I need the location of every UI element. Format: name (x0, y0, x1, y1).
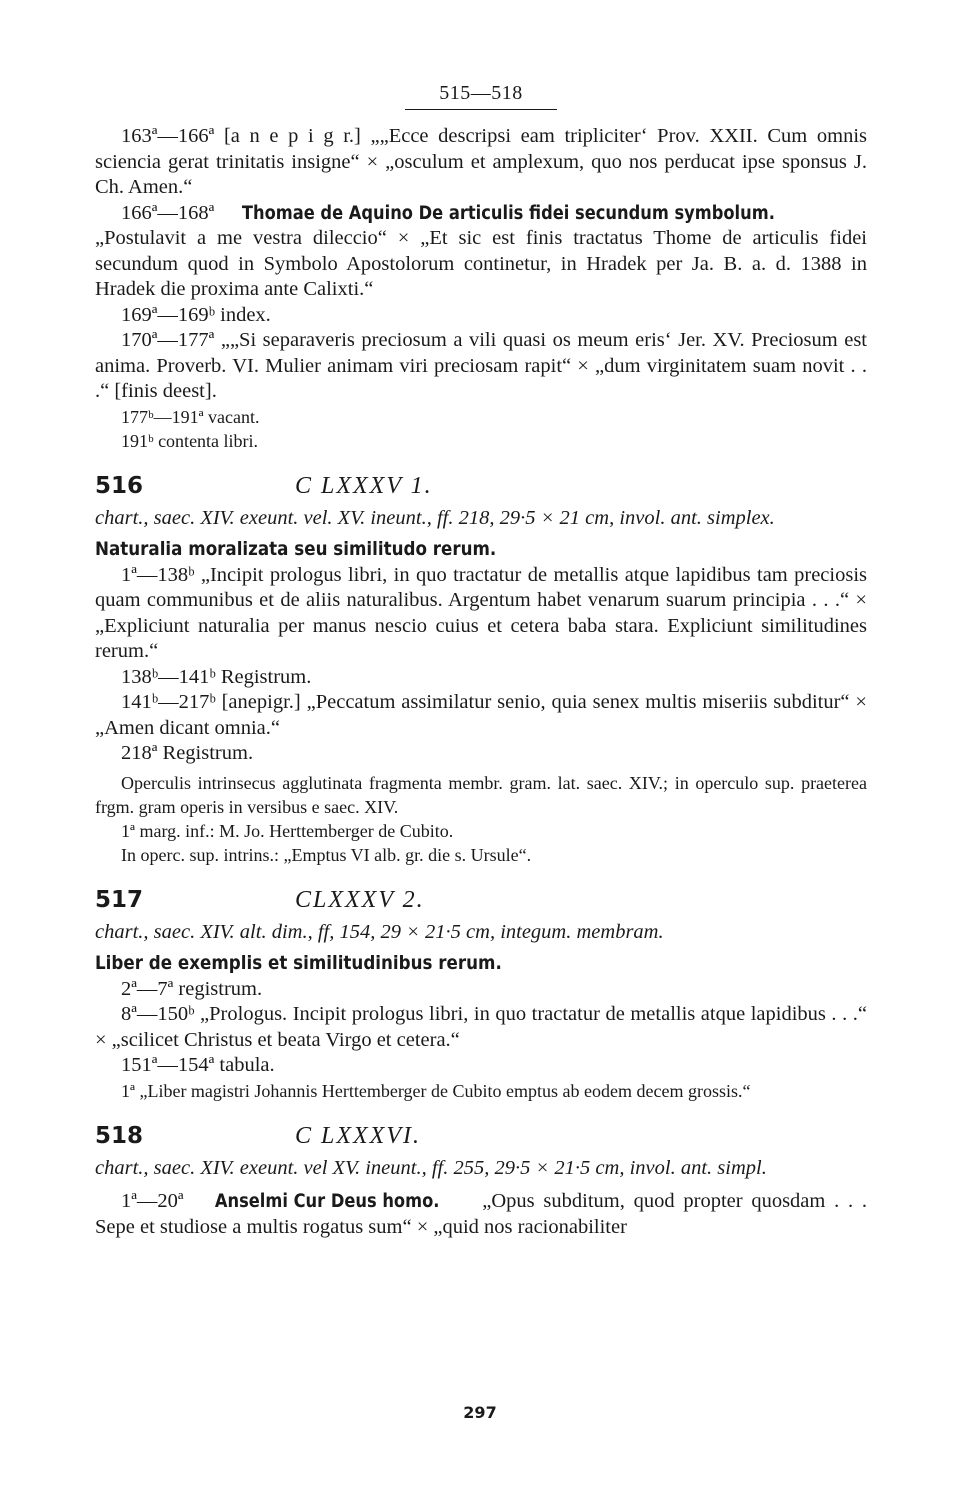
entry-paragraph: 191ᵇ contenta libri. (121, 430, 259, 451)
entry-title-line (95, 951, 867, 977)
work-title: Liber de exemplis et similitudinibus rerum. (95, 952, 502, 974)
note-paragraph: Operculis intrinsecus agglutinata fragmenta membr. gram. lat. saec. XIV.; in operculo sup. praeterea frgm. gram operis in versibus e saec. XIV. (95, 772, 867, 817)
entry-title-line (95, 537, 867, 563)
work-title: Thomae de Aquino De articulis fidei secundum symbolum. (242, 202, 776, 224)
entry-paragraph: „Postulavit a me vestra dileccio“ × „Et sic est finis tractatus Thome de articulis fidei secundum quod in Symbolo Apostolorum continetur, in Hradek per Ja. B. a. d. 1388 in Hradek die proxima ante Calixti.“ (95, 227, 867, 300)
work-title: Anselmi Cur Deus homo. (215, 1191, 440, 1212)
entry-516 (95, 473, 867, 867)
shelfmark: CLXXXV 2. (295, 886, 425, 913)
folio-range: 1ª—20ª (121, 1190, 184, 1212)
page-number: 297 (463, 1403, 497, 1422)
entry-number: 516 (95, 472, 144, 499)
entry-paragraph: 177ᵇ—191ª vacant. (121, 406, 260, 427)
note-paragraph: 1ª marg. inf.: M. Jo. Herttemberger de Cubito. (121, 820, 454, 841)
entry-paragraph: 2ª—7ª registrum. (121, 977, 263, 1000)
shelfmark: C LXXXV 1. (295, 472, 433, 499)
entry-paragraph: 218ª Registrum. (121, 742, 254, 764)
entry-paragraph (95, 1189, 867, 1240)
page-range: 515—518 (405, 82, 557, 110)
entry-paragraph (95, 201, 867, 227)
entry-paragraph: 170ª—177ª „„Si separaveris preciosum a vili quasi os meum eris‘ Jer. XV. Preciosum est anima. Proverb. VI. Mulier animam viri preciosam rapit“ × „dum virginitatem suam novit . . .“ [finis deest]. (95, 329, 867, 402)
entry-515-continuation (95, 124, 867, 453)
work-title: Naturalia moralizata seu similitudo rerum. (95, 538, 497, 560)
running-header (95, 82, 867, 110)
entry-number: 518 (95, 1122, 144, 1149)
folio-range: 166ª—168ª (121, 201, 215, 224)
entry-517 (95, 887, 867, 1103)
entry-number: 517 (95, 886, 144, 913)
catalog-page (95, 82, 867, 1240)
entry-paragraph: 1ª—138ᵇ „Incipit prologus libri, in quo tractatur de metallis atque lapidibus tam preciosis quam communibus et de aliis naturalibus. Argentum habet venarum suarum principia . . .“ × „Expliciunt naturalia per manus nescio cuius et cetera baba stara. Expliciunt similitudines rerum.“ (95, 563, 867, 662)
shelfmark: C LXXXVI. (295, 1122, 421, 1149)
entry-518 (95, 1123, 867, 1241)
entry-paragraph: 169ª—169ᵇ index. (121, 303, 271, 326)
entry-paragraph: 138ᵇ—141ᵇ Registrum. (121, 665, 312, 688)
physical-description: chart., saec. XIV. exeunt. vel XV. ineunt., ff. 255, 29·5 × 21·5 cm, invol. ant. simpl. (95, 1156, 767, 1179)
entry-heading (95, 473, 867, 500)
incipit-text: „Opus subditum, quod propter quosdam . . . Sepe et studiose a multis rogatus sum“ × „quid nos racionabiliter (95, 1190, 868, 1238)
physical-description: chart., saec. XIV. exeunt. vel. XV. ineunt., ff. 218, 29·5 × 21 cm, invol. ant. simplex. (95, 506, 775, 529)
entry-heading (95, 1123, 867, 1150)
entry-paragraph: 8ª—150ᵇ „Prologus. Incipit prologus libri, in quo tractatur de metallis atque lapidibus . . .“ × „scilicet Christus et beata Virgo et cetera.“ (95, 1003, 867, 1051)
entry-paragraph: 141ᵇ—217ᵇ [anepigr.] „Peccatum assimilatur senio, quia senex multis miseriis subditur“ × „Amen dicant omnia.“ (95, 691, 867, 739)
entry-heading (95, 887, 867, 914)
note-paragraph: 1ª „Liber magistri Johannis Herttemberger de Cubito emptus ab eodem decem grossis.“ (121, 1080, 751, 1101)
physical-description: chart., saec. XIV. alt. dim., ff, 154, 29 × 21·5 cm, integum. membram. (95, 920, 664, 943)
entry-paragraph: 151ª—154ª tabula. (121, 1054, 275, 1076)
note-paragraph: In operc. sup. intrins.: „Emptus VI alb. gr. die s. Ursule“. (121, 844, 532, 865)
entry-paragraph: 163ª—166ª [a n e p i g r.] „„Ecce descripsi eam tripliciter‘ Prov. XXII. Cum omnis sciencia gerat trinitatis insigne“ × „osculum et amplexum, quo nos perducat ipse sponsus J. Ch. Amen.“ (95, 125, 867, 198)
